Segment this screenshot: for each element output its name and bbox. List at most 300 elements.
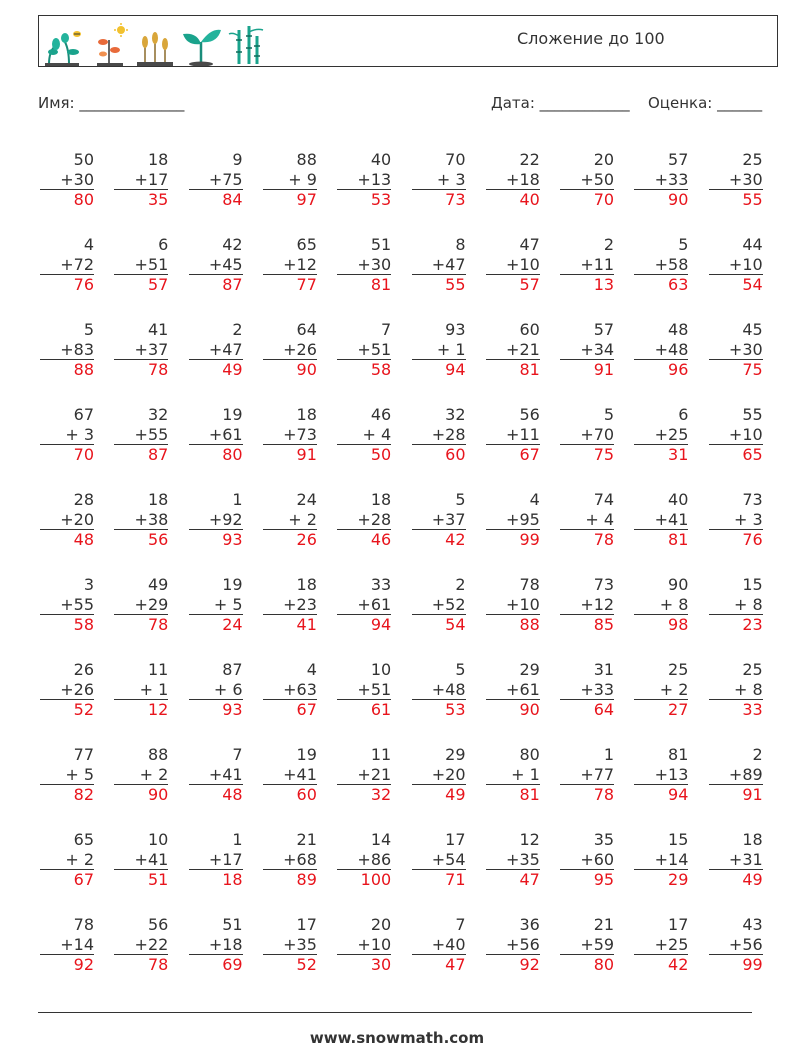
addend-2: + 8 bbox=[634, 595, 688, 616]
addend-1: 32 bbox=[147, 405, 169, 424]
addend-1: 18 bbox=[370, 490, 392, 509]
addition-problem bbox=[189, 660, 243, 720]
addition-problem bbox=[263, 320, 317, 380]
addend-1: 6 bbox=[158, 235, 169, 254]
addend-1: 1 bbox=[603, 745, 615, 764]
addition-problem bbox=[486, 745, 540, 805]
addend-2: +28 bbox=[412, 425, 466, 446]
answer: 75 bbox=[742, 360, 763, 379]
addend-2: +55 bbox=[40, 595, 94, 616]
addend-2: +26 bbox=[40, 680, 94, 701]
addition-problem bbox=[189, 235, 243, 295]
addend-1: 3 bbox=[83, 575, 94, 594]
addend-2: + 3 bbox=[709, 510, 763, 531]
addend-2: +14 bbox=[40, 935, 94, 956]
addend-1: 73 bbox=[742, 490, 763, 509]
answer: 48 bbox=[222, 785, 243, 804]
answer: 84 bbox=[222, 190, 243, 209]
addition-problem bbox=[263, 745, 317, 805]
addition-problem bbox=[560, 320, 614, 380]
answer: 58 bbox=[370, 360, 392, 379]
addend-2: +11 bbox=[560, 255, 614, 276]
addition-problem bbox=[189, 320, 243, 380]
answer: 80 bbox=[593, 955, 615, 974]
addend-1: 88 bbox=[147, 745, 169, 764]
answer: 99 bbox=[519, 530, 540, 549]
addend-2: +75 bbox=[189, 170, 243, 191]
answer: 99 bbox=[742, 955, 763, 974]
addition-problem bbox=[634, 575, 688, 635]
addend-1: 21 bbox=[593, 915, 615, 934]
addition-problem bbox=[634, 320, 688, 380]
addition-problem bbox=[40, 660, 94, 720]
addend-2: +10 bbox=[486, 255, 540, 276]
addend-2: +77 bbox=[560, 765, 614, 786]
answer: 42 bbox=[445, 530, 466, 549]
addition-problem bbox=[486, 320, 540, 380]
addend-1: 81 bbox=[668, 745, 689, 764]
addend-2: +89 bbox=[709, 765, 763, 786]
addition-problem bbox=[114, 575, 168, 635]
answer: 90 bbox=[147, 785, 169, 804]
answer: 76 bbox=[742, 530, 763, 549]
answer: 24 bbox=[222, 615, 243, 634]
addend-1: 65 bbox=[73, 830, 94, 849]
addition-problem bbox=[412, 575, 466, 635]
addend-2: +61 bbox=[189, 425, 243, 446]
wheat-icon bbox=[135, 22, 175, 66]
addend-1: 21 bbox=[296, 830, 317, 849]
addition-problem bbox=[634, 490, 688, 550]
addend-2: + 1 bbox=[486, 765, 540, 786]
addend-2: +56 bbox=[486, 935, 540, 956]
addition-problem bbox=[189, 915, 243, 975]
addend-1: 73 bbox=[593, 575, 615, 594]
addend-1: 12 bbox=[519, 830, 540, 849]
addend-2: +41 bbox=[263, 765, 317, 786]
addend-1: 51 bbox=[222, 915, 243, 934]
plant-bee-icon bbox=[43, 22, 87, 66]
addend-2: +51 bbox=[337, 680, 391, 701]
addend-2: +83 bbox=[40, 340, 94, 361]
answer: 88 bbox=[519, 615, 540, 634]
addend-1: 8 bbox=[455, 235, 466, 254]
addend-2: +37 bbox=[114, 340, 168, 361]
addition-problem bbox=[709, 490, 763, 550]
addend-2: +38 bbox=[114, 510, 168, 531]
header-icons bbox=[43, 20, 267, 66]
answer: 93 bbox=[222, 530, 243, 549]
addition-problem bbox=[40, 830, 94, 890]
addend-2: +61 bbox=[486, 680, 540, 701]
addend-1: 19 bbox=[296, 745, 317, 764]
flower-sun-icon bbox=[91, 22, 131, 66]
answer: 95 bbox=[593, 870, 615, 889]
addition-problem bbox=[263, 915, 317, 975]
answer: 94 bbox=[668, 785, 689, 804]
addition-problem bbox=[634, 660, 688, 720]
addend-1: 67 bbox=[73, 405, 94, 424]
answer: 47 bbox=[445, 955, 466, 974]
answer: 60 bbox=[445, 445, 466, 464]
answer: 51 bbox=[147, 870, 169, 889]
answer: 12 bbox=[147, 700, 169, 719]
addition-problem bbox=[560, 235, 614, 295]
addend-2: +40 bbox=[412, 935, 466, 956]
addend-1: 26 bbox=[73, 660, 94, 679]
addition-problem bbox=[114, 235, 168, 295]
addend-1: 44 bbox=[742, 235, 763, 254]
addend-2: + 3 bbox=[412, 170, 466, 191]
addition-problem bbox=[337, 320, 391, 380]
footer-url: www.snowmath.com bbox=[309, 1029, 485, 1047]
answer: 67 bbox=[519, 445, 540, 464]
addend-1: 18 bbox=[147, 150, 169, 169]
addend-1: 2 bbox=[232, 320, 243, 339]
addend-2: + 4 bbox=[560, 510, 614, 531]
addend-2: +20 bbox=[412, 765, 466, 786]
addend-1: 90 bbox=[668, 575, 689, 594]
worksheet-title: Сложение до 100 bbox=[517, 29, 665, 48]
answer: 55 bbox=[742, 190, 763, 209]
answer: 57 bbox=[519, 275, 540, 294]
addend-2: +51 bbox=[114, 255, 168, 276]
addition-problem bbox=[40, 405, 94, 465]
addend-2: +34 bbox=[560, 340, 614, 361]
addend-1: 18 bbox=[742, 830, 763, 849]
addend-1: 55 bbox=[742, 405, 763, 424]
addition-problem bbox=[412, 915, 466, 975]
addend-1: 5 bbox=[678, 235, 689, 254]
addition-problem bbox=[709, 745, 763, 805]
name-field: Имя: ______________ bbox=[38, 94, 185, 112]
answer: 78 bbox=[147, 360, 169, 379]
addend-1: 42 bbox=[222, 235, 243, 254]
addend-2: +73 bbox=[263, 425, 317, 446]
addend-1: 33 bbox=[370, 575, 392, 594]
addend-2: +86 bbox=[337, 850, 391, 871]
addend-2: +61 bbox=[337, 595, 391, 616]
addend-1: 10 bbox=[370, 660, 392, 679]
addition-problem bbox=[114, 830, 168, 890]
answer: 80 bbox=[222, 445, 243, 464]
addend-1: 20 bbox=[370, 915, 392, 934]
answer: 91 bbox=[296, 445, 317, 464]
answer: 64 bbox=[593, 700, 615, 719]
addend-2: +58 bbox=[634, 255, 688, 276]
answer: 91 bbox=[742, 785, 763, 804]
addend-1: 49 bbox=[147, 575, 169, 594]
addend-1: 57 bbox=[668, 150, 689, 169]
addition-problem bbox=[114, 660, 168, 720]
addend-1: 40 bbox=[370, 150, 392, 169]
addend-1: 24 bbox=[296, 490, 317, 509]
addition-problem bbox=[634, 915, 688, 975]
answer: 57 bbox=[147, 275, 169, 294]
addition-problem bbox=[189, 150, 243, 210]
addition-problem bbox=[486, 915, 540, 975]
date-field: Дата: ____________ bbox=[491, 94, 630, 112]
addend-1: 5 bbox=[83, 320, 94, 339]
addend-2: +56 bbox=[709, 935, 763, 956]
addend-2: +22 bbox=[114, 935, 168, 956]
addend-2: + 1 bbox=[412, 340, 466, 361]
addend-2: + 4 bbox=[337, 425, 391, 446]
addend-1: 5 bbox=[455, 490, 466, 509]
addend-1: 5 bbox=[603, 405, 615, 424]
addend-2: +13 bbox=[634, 765, 688, 786]
addition-problem bbox=[114, 490, 168, 550]
answer: 100 bbox=[360, 870, 392, 889]
addend-1: 18 bbox=[147, 490, 169, 509]
answer: 58 bbox=[73, 615, 94, 634]
answer: 94 bbox=[370, 615, 392, 634]
answer: 26 bbox=[296, 530, 317, 549]
addend-1: 11 bbox=[370, 745, 392, 764]
addend-2: +11 bbox=[486, 425, 540, 446]
addend-1: 17 bbox=[296, 915, 317, 934]
addend-1: 65 bbox=[296, 235, 317, 254]
addend-2: +68 bbox=[263, 850, 317, 871]
addition-problem bbox=[40, 490, 94, 550]
addition-problem bbox=[337, 915, 391, 975]
addend-2: + 2 bbox=[40, 850, 94, 871]
answer: 88 bbox=[73, 360, 94, 379]
addend-1: 1 bbox=[232, 490, 243, 509]
addition-problem bbox=[263, 235, 317, 295]
addend-2: +30 bbox=[40, 170, 94, 191]
addition-problem bbox=[337, 150, 391, 210]
addition-problem bbox=[189, 490, 243, 550]
addition-problem bbox=[337, 575, 391, 635]
addend-2: +20 bbox=[40, 510, 94, 531]
addend-1: 29 bbox=[445, 745, 466, 764]
answer: 69 bbox=[222, 955, 243, 974]
bamboo-icon bbox=[227, 22, 267, 66]
addend-2: + 8 bbox=[709, 595, 763, 616]
addition-problem bbox=[412, 745, 466, 805]
addend-2: + 1 bbox=[114, 680, 168, 701]
addition-problem bbox=[634, 745, 688, 805]
addend-1: 10 bbox=[147, 830, 169, 849]
addend-1: 18 bbox=[296, 575, 317, 594]
addition-problem bbox=[560, 575, 614, 635]
addend-2: +25 bbox=[634, 425, 688, 446]
answer: 65 bbox=[742, 445, 763, 464]
addend-2: + 5 bbox=[189, 595, 243, 616]
addition-problem bbox=[189, 575, 243, 635]
addend-2: + 8 bbox=[709, 680, 763, 701]
addend-2: + 2 bbox=[263, 510, 317, 531]
addition-problem bbox=[337, 490, 391, 550]
addend-1: 25 bbox=[742, 660, 763, 679]
addition-problem bbox=[412, 660, 466, 720]
answer: 52 bbox=[296, 955, 317, 974]
addition-problem bbox=[560, 830, 614, 890]
addend-2: +54 bbox=[412, 850, 466, 871]
addend-1: 19 bbox=[222, 405, 243, 424]
answer: 52 bbox=[73, 700, 94, 719]
addend-1: 2 bbox=[752, 745, 763, 764]
answer: 78 bbox=[147, 955, 169, 974]
addend-1: 4 bbox=[529, 490, 540, 509]
addend-1: 45 bbox=[742, 320, 763, 339]
addend-1: 6 bbox=[678, 405, 689, 424]
answer: 53 bbox=[370, 190, 392, 209]
answer: 55 bbox=[445, 275, 466, 294]
addend-2: +30 bbox=[709, 170, 763, 191]
addend-2: +51 bbox=[337, 340, 391, 361]
addend-1: 40 bbox=[668, 490, 689, 509]
addition-problem bbox=[189, 830, 243, 890]
addend-2: +63 bbox=[263, 680, 317, 701]
answer: 54 bbox=[445, 615, 466, 634]
addend-2: +70 bbox=[560, 425, 614, 446]
addend-2: +17 bbox=[189, 850, 243, 871]
answer: 81 bbox=[519, 785, 540, 804]
answer: 49 bbox=[742, 870, 763, 889]
addend-1: 9 bbox=[232, 150, 243, 169]
addend-1: 18 bbox=[296, 405, 317, 424]
addend-2: +33 bbox=[560, 680, 614, 701]
addition-problem bbox=[337, 405, 391, 465]
addition-problem bbox=[412, 320, 466, 380]
addend-1: 15 bbox=[668, 830, 689, 849]
addend-2: +10 bbox=[709, 425, 763, 446]
addition-problem bbox=[412, 235, 466, 295]
addend-2: +10 bbox=[709, 255, 763, 276]
addition-problem bbox=[486, 235, 540, 295]
addition-problem bbox=[560, 150, 614, 210]
addend-2: +60 bbox=[560, 850, 614, 871]
answer: 90 bbox=[519, 700, 540, 719]
addend-1: 74 bbox=[593, 490, 615, 509]
addition-problem bbox=[40, 150, 94, 210]
answer: 87 bbox=[147, 445, 169, 464]
addition-problem bbox=[114, 320, 168, 380]
addition-problem bbox=[189, 405, 243, 465]
addend-2: +18 bbox=[189, 935, 243, 956]
addition-problem bbox=[337, 830, 391, 890]
addition-problem bbox=[263, 150, 317, 210]
addend-2: +45 bbox=[189, 255, 243, 276]
addend-1: 56 bbox=[147, 915, 169, 934]
addend-1: 36 bbox=[519, 915, 540, 934]
answer: 75 bbox=[593, 445, 615, 464]
addition-problem bbox=[412, 150, 466, 210]
addend-1: 64 bbox=[296, 320, 317, 339]
addend-2: +33 bbox=[634, 170, 688, 191]
addend-2: +23 bbox=[263, 595, 317, 616]
addition-problem bbox=[560, 405, 614, 465]
addend-2: +35 bbox=[486, 850, 540, 871]
answer: 70 bbox=[73, 445, 94, 464]
addend-2: + 2 bbox=[114, 765, 168, 786]
addition-problem bbox=[114, 150, 168, 210]
addend-2: + 3 bbox=[40, 425, 94, 446]
addend-2: +21 bbox=[486, 340, 540, 361]
addition-problem bbox=[263, 830, 317, 890]
addend-2: + 6 bbox=[189, 680, 243, 701]
addend-2: +35 bbox=[263, 935, 317, 956]
addend-1: 48 bbox=[668, 320, 689, 339]
addend-2: +72 bbox=[40, 255, 94, 276]
addend-2: +41 bbox=[189, 765, 243, 786]
addend-2: +10 bbox=[486, 595, 540, 616]
addend-1: 47 bbox=[519, 235, 540, 254]
answer: 80 bbox=[73, 190, 94, 209]
addition-problem bbox=[709, 830, 763, 890]
addition-problem bbox=[263, 405, 317, 465]
addition-problem bbox=[412, 830, 466, 890]
addend-1: 7 bbox=[232, 745, 243, 764]
addend-2: +30 bbox=[709, 340, 763, 361]
addend-1: 46 bbox=[370, 405, 392, 424]
answer: 47 bbox=[519, 870, 540, 889]
addition-problem bbox=[634, 830, 688, 890]
addend-1: 4 bbox=[83, 235, 94, 254]
answer: 70 bbox=[593, 190, 615, 209]
answer: 85 bbox=[593, 615, 615, 634]
addend-1: 1 bbox=[232, 830, 243, 849]
addition-problem bbox=[560, 490, 614, 550]
answer: 53 bbox=[445, 700, 466, 719]
addend-2: +55 bbox=[114, 425, 168, 446]
addend-1: 15 bbox=[742, 575, 763, 594]
answer: 18 bbox=[222, 870, 243, 889]
addition-problem bbox=[40, 745, 94, 805]
addend-1: 60 bbox=[519, 320, 540, 339]
addend-2: +52 bbox=[412, 595, 466, 616]
addend-1: 57 bbox=[593, 320, 615, 339]
addition-problem bbox=[560, 915, 614, 975]
addend-2: +26 bbox=[263, 340, 317, 361]
answer: 48 bbox=[73, 530, 94, 549]
addition-problem bbox=[634, 405, 688, 465]
addition-problem bbox=[189, 745, 243, 805]
answer: 31 bbox=[668, 445, 689, 464]
answer: 92 bbox=[73, 955, 94, 974]
addend-1: 19 bbox=[222, 575, 243, 594]
addend-2: +17 bbox=[114, 170, 168, 191]
addition-problem bbox=[337, 660, 391, 720]
answer: 63 bbox=[668, 275, 689, 294]
addition-problem bbox=[634, 235, 688, 295]
addition-problem bbox=[486, 150, 540, 210]
answer: 50 bbox=[370, 445, 392, 464]
addend-2: +28 bbox=[337, 510, 391, 531]
answer: 71 bbox=[445, 870, 466, 889]
addend-2: +21 bbox=[337, 765, 391, 786]
addition-problem bbox=[412, 490, 466, 550]
addend-1: 22 bbox=[519, 150, 540, 169]
answer: 60 bbox=[296, 785, 317, 804]
addend-2: +12 bbox=[560, 595, 614, 616]
answer: 81 bbox=[519, 360, 540, 379]
answer: 42 bbox=[668, 955, 689, 974]
answer: 76 bbox=[73, 275, 94, 294]
addition-problem bbox=[709, 575, 763, 635]
answer: 92 bbox=[519, 955, 540, 974]
addend-2: +59 bbox=[560, 935, 614, 956]
addend-1: 50 bbox=[73, 150, 94, 169]
addend-1: 17 bbox=[445, 830, 466, 849]
answer: 40 bbox=[519, 190, 540, 209]
addend-1: 35 bbox=[593, 830, 615, 849]
addend-2: +47 bbox=[412, 255, 466, 276]
addition-problem bbox=[40, 235, 94, 295]
answer: 67 bbox=[296, 700, 317, 719]
